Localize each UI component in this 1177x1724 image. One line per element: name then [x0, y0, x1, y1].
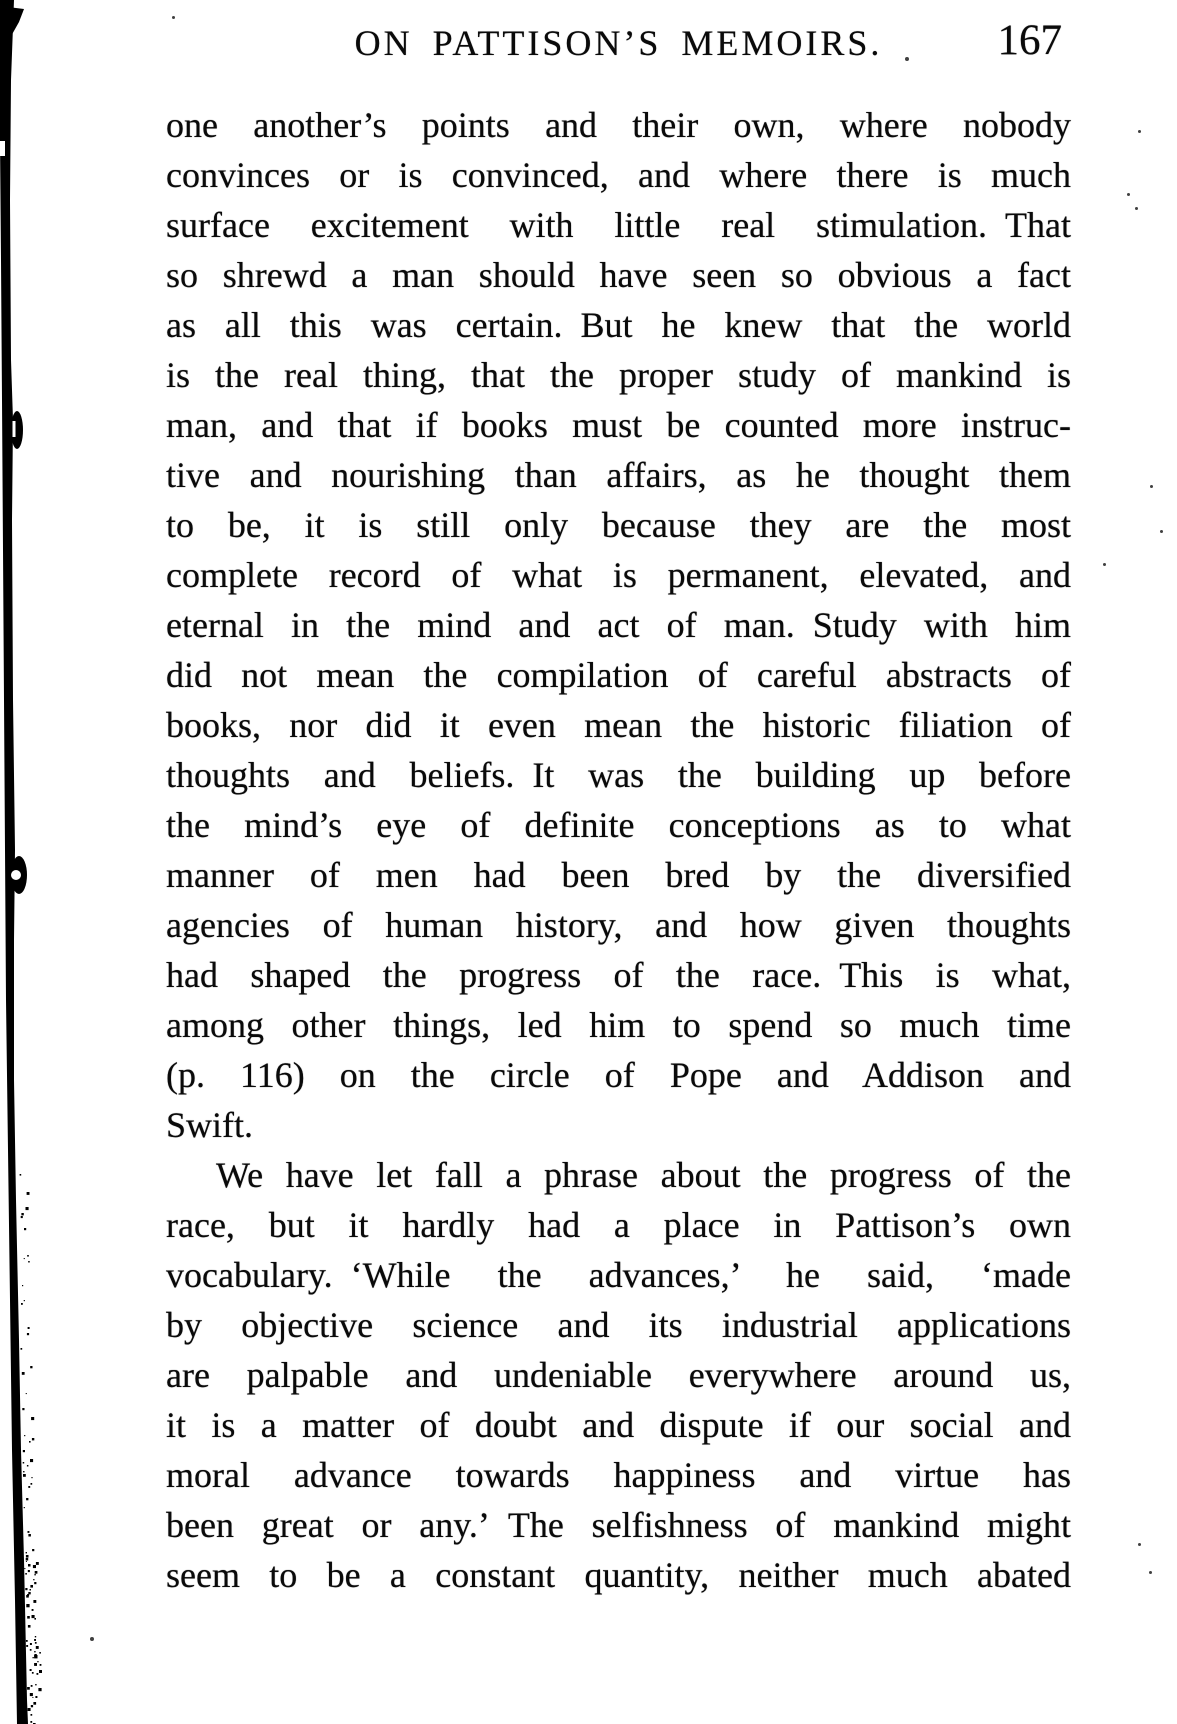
scan-speck	[90, 1637, 94, 1641]
text-line: race, but it hardly had a place in Pattison’s own	[166, 1205, 1071, 1245]
scan-speck	[905, 57, 909, 61]
text-line: Swift.	[166, 1105, 254, 1145]
scan-speck	[1103, 563, 1106, 566]
text-line: are palpable and undeniable everywhere around us,	[166, 1355, 1071, 1395]
text-line: as all this was certain. But he knew that the world	[166, 305, 1071, 345]
text-line: thoughts and beliefs. It was the building up before	[166, 755, 1071, 795]
body-text	[166, 100, 1071, 1600]
scan-speck	[1127, 193, 1130, 196]
text-line: We have let fall a phrase about the progress of the	[216, 1155, 1071, 1195]
text-line: the mind’s eye of definite conceptions as to what	[166, 805, 1071, 845]
text-line: vocabulary. ‘While the advances,’ he said, ‘made	[166, 1255, 1071, 1295]
text-line: it is a matter of doubt and dispute if our social and	[166, 1405, 1071, 1445]
text-line: did not mean the compilation of careful abstracts of	[166, 655, 1071, 695]
text-line: to be, it is still only because they are the most	[166, 505, 1071, 545]
text-line: moral advance towards happiness and virtue has	[166, 1455, 1071, 1495]
page-number: 167	[997, 17, 1062, 64]
text-line: is the real thing, that the proper study of mankind is	[166, 355, 1071, 395]
text-line: eternal in the mind and act of man. Study with him	[166, 605, 1071, 645]
scan-speck	[172, 16, 175, 19]
scan-speck	[1160, 530, 1163, 533]
text-line: man, and that if books must be counted more instruc-	[166, 405, 1071, 445]
text-line: surface excitement with little real stimulation. That	[166, 205, 1071, 245]
scan-speck	[1138, 130, 1141, 133]
text-line: one another’s points and their own, where nobody	[166, 105, 1071, 145]
text-line: convinces or is convinced, and where there is much	[166, 155, 1071, 195]
text-line: manner of men had been bred by the diversified	[166, 855, 1071, 895]
text-line: so shrewd a man should have seen so obvious a fact	[166, 255, 1071, 295]
text-line: seem to be a constant quantity, neither much abated	[166, 1555, 1071, 1595]
scan-speck	[1138, 1543, 1141, 1546]
scan-speck	[1149, 1571, 1152, 1574]
text-line: been great or any.’ The selfishness of mankind might	[166, 1505, 1071, 1545]
text-line: among other things, led him to spend so much time	[166, 1005, 1071, 1045]
text-line: books, nor did it even mean the historic filiation of	[166, 705, 1071, 745]
scan-speck	[1150, 485, 1153, 488]
running-header-title: ON PATTISON’S MEMOIRS.	[354, 23, 883, 63]
text-line: by objective science and its industrial applications	[166, 1305, 1071, 1345]
text-line: complete record of what is permanent, elevated, and	[166, 555, 1071, 595]
scan-speck	[1135, 207, 1138, 210]
text-line: (p. 116) on the circle of Pope and Addison and	[166, 1055, 1071, 1095]
text-line: had shaped the progress of the race. This is what,	[166, 955, 1071, 995]
text-line: tive and nourishing than affairs, as he thought them	[166, 455, 1071, 495]
text-line: agencies of human history, and how given thoughts	[166, 905, 1071, 945]
scan-gutter-artifact	[0, 0, 70, 1724]
